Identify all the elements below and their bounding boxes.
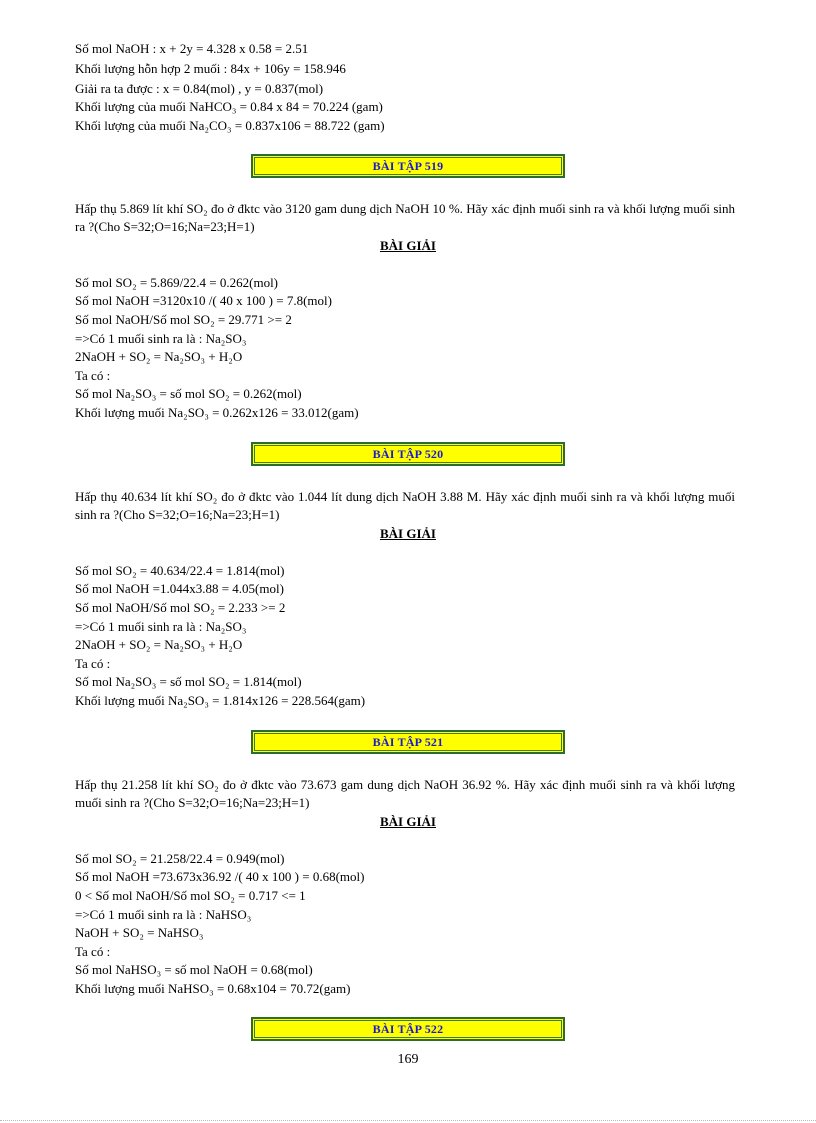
- page-divider: [0, 1120, 816, 1121]
- exercise-title: BÀI TẬP 519: [372, 158, 444, 173]
- exercise-title-box-521: [251, 730, 565, 754]
- page-number: 169: [397, 1052, 419, 1067]
- text-line: =>Có 1 muối sinh ra là : NaHSO₃: [75, 907, 252, 922]
- exercise-title: BÀI TẬP 521: [372, 734, 444, 749]
- exercise-title-box-519: [251, 154, 565, 178]
- text-line: Khối lượng của muối Na₂CO₃ = 0.837x106 = 88.722 (gam): [75, 118, 385, 133]
- text-line: Số mol NaOH : x + 2y = 4.328 x 0.58 = 2.51: [75, 41, 309, 56]
- text-line: =>Có 1 muối sinh ra là : Na₂SO₃: [75, 619, 247, 634]
- text-line: Khối lượng muối Na₂SO₃ = 0.262x126 = 33.012(gam): [75, 405, 359, 420]
- text-line: Giải ra ta được : x = 0.84(mol) , y = 0.837(mol): [75, 81, 324, 96]
- problem-statement: Hấp thụ 40.634 lít khí SO₂ đo ở đktc vào 1.044 lít dung dịch NaOH 3.88 M. Hãy xác định muối sinh ra và khối lượng muối sinh ra ?(Cho S=32;O=16;Na=23;H=1): [75, 489, 735, 522]
- text-line: Ta có :: [75, 656, 111, 671]
- text-line: Số mol SO₂ = 40.634/22.4 = 1.814(mol): [75, 563, 285, 578]
- exercise-title-box-520: [251, 442, 565, 466]
- text-line: Số mol NaOH =73.673x36.92 /( 40 x 100 ) = 0.68(mol): [75, 869, 365, 884]
- text-line: Số mol NaOH =1.044x3.88 = 4.05(mol): [75, 581, 284, 596]
- solution-heading: BÀI GIẢI: [380, 238, 436, 253]
- exercise-title: BÀI TẬP 522: [372, 1021, 444, 1036]
- text-line: Khối lượng muối NaHSO₃ = 0.68x104 = 70.72(gam): [75, 981, 351, 996]
- text-line: 2NaOH + SO₂ = Na₂SO₃ + H₂O: [75, 349, 243, 364]
- text-line: Số mol Na₂SO₃ = số mol SO₂ = 1.814(mol): [75, 674, 302, 689]
- text-line: Số mol NaHSO₃ = số mol NaOH = 0.68(mol): [75, 962, 313, 977]
- exercise-title: BÀI TẬP 520: [372, 446, 444, 461]
- text-line: Số mol NaOH/Số mol SO₂ = 29.771 >= 2: [75, 312, 292, 327]
- problem-statement: Hấp thụ 5.869 lít khí SO₂ đo ở đktc vào 3120 gam dung dịch NaOH 10 %. Hãy xác định muối sinh ra và khối lượng muối sinh ra ?(Cho S=32;O=16;Na=23;H=1): [75, 201, 735, 234]
- text-line: 2NaOH + SO₂ = Na₂SO₃ + H₂O: [75, 637, 243, 652]
- text-line: =>Có 1 muối sinh ra là : Na₂SO₃: [75, 331, 247, 346]
- text-line: Số mol NaOH =3120x10 /( 40 x 100 ) = 7.8(mol): [75, 293, 332, 308]
- exercise-title-box-522: [251, 1017, 565, 1041]
- text-line: Khối lượng hỗn hợp 2 muối : 84x + 106y = 158.946: [75, 61, 346, 76]
- text-line: Khối lượng muối Na₂SO₃ = 1.814x126 = 228.564(gam): [75, 693, 366, 708]
- text-line: Số mol SO₂ = 5.869/22.4 = 0.262(mol): [75, 275, 279, 290]
- solution-heading: BÀI GIẢI: [380, 814, 436, 829]
- text-line: Số mol NaOH/Số mol SO₂ = 2.233 >= 2: [75, 600, 286, 615]
- text-line: NaOH + SO₂ = NaHSO₃: [75, 925, 204, 940]
- text-line: Ta có :: [75, 368, 111, 383]
- text-line: Ta có :: [75, 944, 111, 959]
- problem-statement: Hấp thụ 21.258 lít khí SO₂ đo ở đktc vào 73.673 gam dung dịch NaOH 36.92 %. Hãy xác định muối sinh ra và khối lượng muối sinh ra ?(Cho S=32;O=16;Na=23;H=1): [75, 777, 735, 810]
- text-line: Số mol SO₂ = 21.258/22.4 = 0.949(mol): [75, 851, 285, 866]
- text-line: 0 < Số mol NaOH/Số mol SO₂ = 0.717 <= 1: [75, 888, 306, 903]
- text-line: Khối lượng của muối NaHCO₃ = 0.84 x 84 = 70.224 (gam): [75, 99, 383, 114]
- solution-heading: BÀI GIẢI: [380, 526, 436, 541]
- text-line: Số mol Na₂SO₃ = số mol SO₂ = 0.262(mol): [75, 386, 302, 401]
